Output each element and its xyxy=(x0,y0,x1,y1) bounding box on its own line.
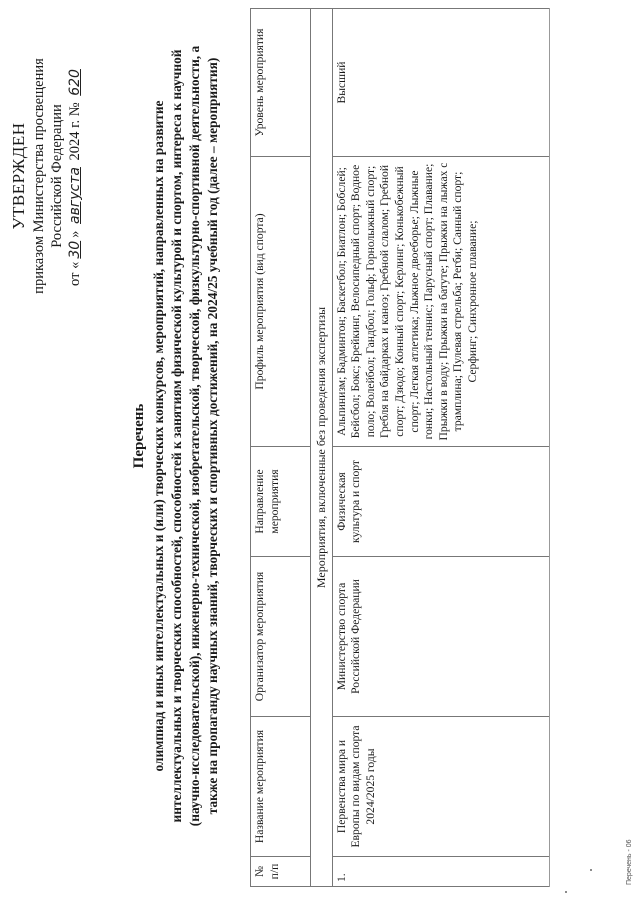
header-name: Название мероприятия xyxy=(251,717,311,857)
cell-number: 1. xyxy=(332,857,549,887)
approval-date-line xyxy=(66,11,84,341)
cell-profile: Альпинизм; Бадминтон; Баскетбол; Биатлон; Бобслей; Бейсбол; Бокс; Брейкинг, Велосипедный спорт; Водное поло; Волейбол; Гандбол; Гольф; Горнолыжный спорт; Гребля на байдарках и каноэ; Гребной слалом; Гребной спорт; Дзюдо; Конный спорт; Керлинг; Конькобежный спорт; Легкая атлетика; Лыжное двоеборье; Лыжные гонки; Настольный теннис; Парусный спорт; Плавание; Прыжки в воду; Прыжки на батуте; Прыжки на лыжах с трамплина; Пулевая стрельба; Регби; Санный спорт; Серфинг; Синхронное плавание; xyxy=(332,157,549,447)
page-footer: Перечень - 06 xyxy=(626,839,633,885)
approval-block xyxy=(10,11,84,341)
cell-organizer: Министерство спорта Российской Федерации xyxy=(332,557,549,717)
document-title xyxy=(130,41,222,831)
cell-level: Высший xyxy=(332,9,549,157)
handwritten-month: августа xyxy=(67,167,83,224)
approval-line-2: Российской Федерации xyxy=(49,104,65,248)
title-body: олимпиад и иных интеллектуальных и (или) творческих конкурсов, мероприятий, направленных на развитие интеллектуальных и творческих способностей, способностей к занятиям физической культурой и спортом, интереса к научной (научно-исследовательской), инженерно-технической, изобретательской, творческой, физкультурно-спортивной деятельности, а также на пропаганду научных знаний, творческих и спортивных достижений, на 2024/25 учебный год (далее – мероприятия) xyxy=(151,45,220,827)
header-level: Уровень мероприятия xyxy=(251,9,311,157)
scan-speck xyxy=(590,869,592,871)
cell-direction: Физическая культура и спорт xyxy=(332,447,549,557)
table-row xyxy=(332,9,549,887)
table-header-row xyxy=(251,9,311,887)
cell-event-name: Первенства мира и Европы по видам спорта 2024/2025 годы xyxy=(332,717,549,857)
section-row xyxy=(311,9,333,887)
header-direction: Направление мероприятия xyxy=(251,447,311,557)
title-heading: Перечень xyxy=(131,403,147,469)
approval-line-1: приказом Министерства просвещения xyxy=(31,58,47,294)
scan-speck xyxy=(565,891,567,893)
approval-heading: УТВЕРЖДЕН xyxy=(9,122,28,230)
year-text: 2024 г. № xyxy=(67,102,83,161)
date-mid: » xyxy=(67,230,83,238)
section-title: Мероприятия, включенные без проведения экспертизы xyxy=(311,9,333,887)
handwritten-number: 620 xyxy=(67,69,83,96)
handwritten-day: 30 xyxy=(67,240,83,259)
header-profile: Профиль мероприятия (вид спорта) xyxy=(251,157,311,447)
date-prefix: от « xyxy=(67,261,83,286)
events-table xyxy=(250,8,550,887)
header-number: № п/п xyxy=(251,857,311,887)
header-organizer: Организатор мероприятия xyxy=(251,557,311,717)
